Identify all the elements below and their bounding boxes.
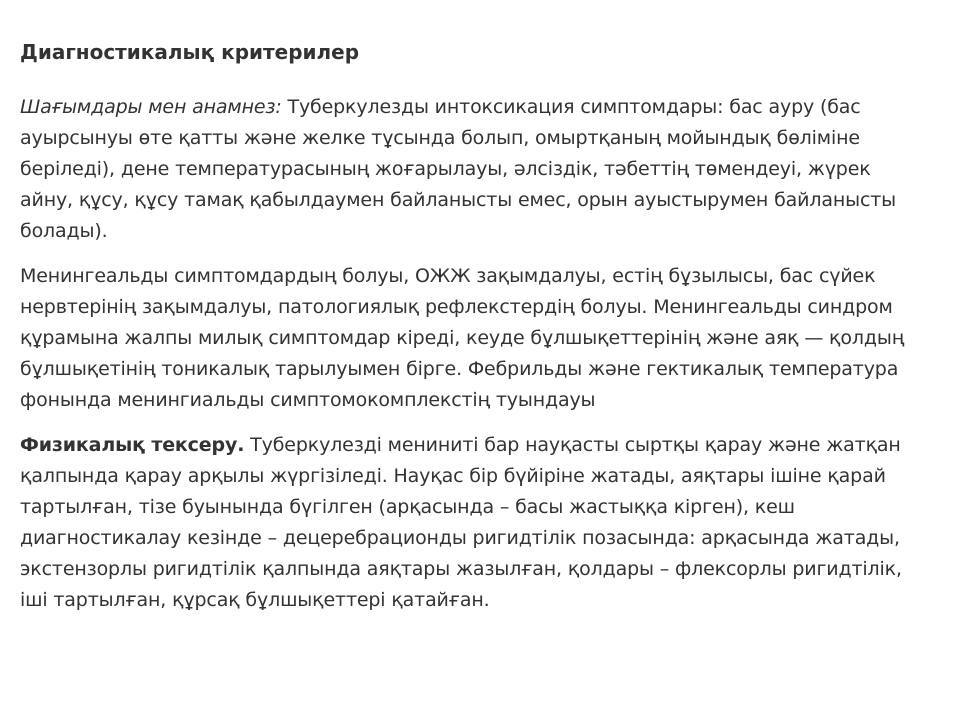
physical-exam-paragraph xyxy=(20,430,920,616)
complaints-lead: Шағымдары мен анамнез: xyxy=(20,96,282,118)
complaints-text: Туберкулезды интоксикация симптомдары: бас ауру (бас ауырсынуы өте қатты және желке тұсында болып, омыртқаның мойындық бөліміне беріледі), дене температурасының жоғарылауы, әлсіздік, тәбеттің төмендеуі, жүрек айну, құсу, құсу тамақ қабылдаумен байланысты емес, орын ауыстырумен байланысты болады). xyxy=(20,96,897,242)
meningeal-paragraph xyxy=(20,261,920,416)
physical-exam-lead: Физикалық тексеру. xyxy=(20,434,245,456)
document-page xyxy=(20,38,920,630)
document-title: Диагностикалық критерилер xyxy=(20,40,360,64)
physical-exam-text: Туберкулезді мениниті бар науқасты сыртқы қарау және жатқан қалпында қарау арқылы жүргізіледі. Науқас бір бүйіріне жатады, аяқтары ішіне қарай тартылған, тізе буынында бүгілген (арқасында – басы жастыққа кірген), кеш диагностикалау кезінде – децеребрационды ригидтілік позасында: арқасында жатады, экстензорлы ригидтілік қалпында аяқтары жазылған, қолдары – флексорлы ригидтілік, іші тартылған, құрсақ бұлшықеттері қатайған. xyxy=(20,434,902,611)
complaints-paragraph xyxy=(20,92,920,247)
meningeal-text: Менингеальды симптомдардың болуы, ОЖЖ зақымдалуы, естің бұзылысы, бас сүйек нервтерінің зақымдалуы, патологиялық рефлекстердің болуы. Менингеальды синдром құрамына жалпы милық симптомдар кіреді, кеуде бұлшықеттерінің және аяқ — қолдың бұлшықетінің тоникалық тарылуымен бірге. Фебрильды және гектикалық температура фонында менингиальды симптомокомплекстің туындауы xyxy=(20,265,905,411)
